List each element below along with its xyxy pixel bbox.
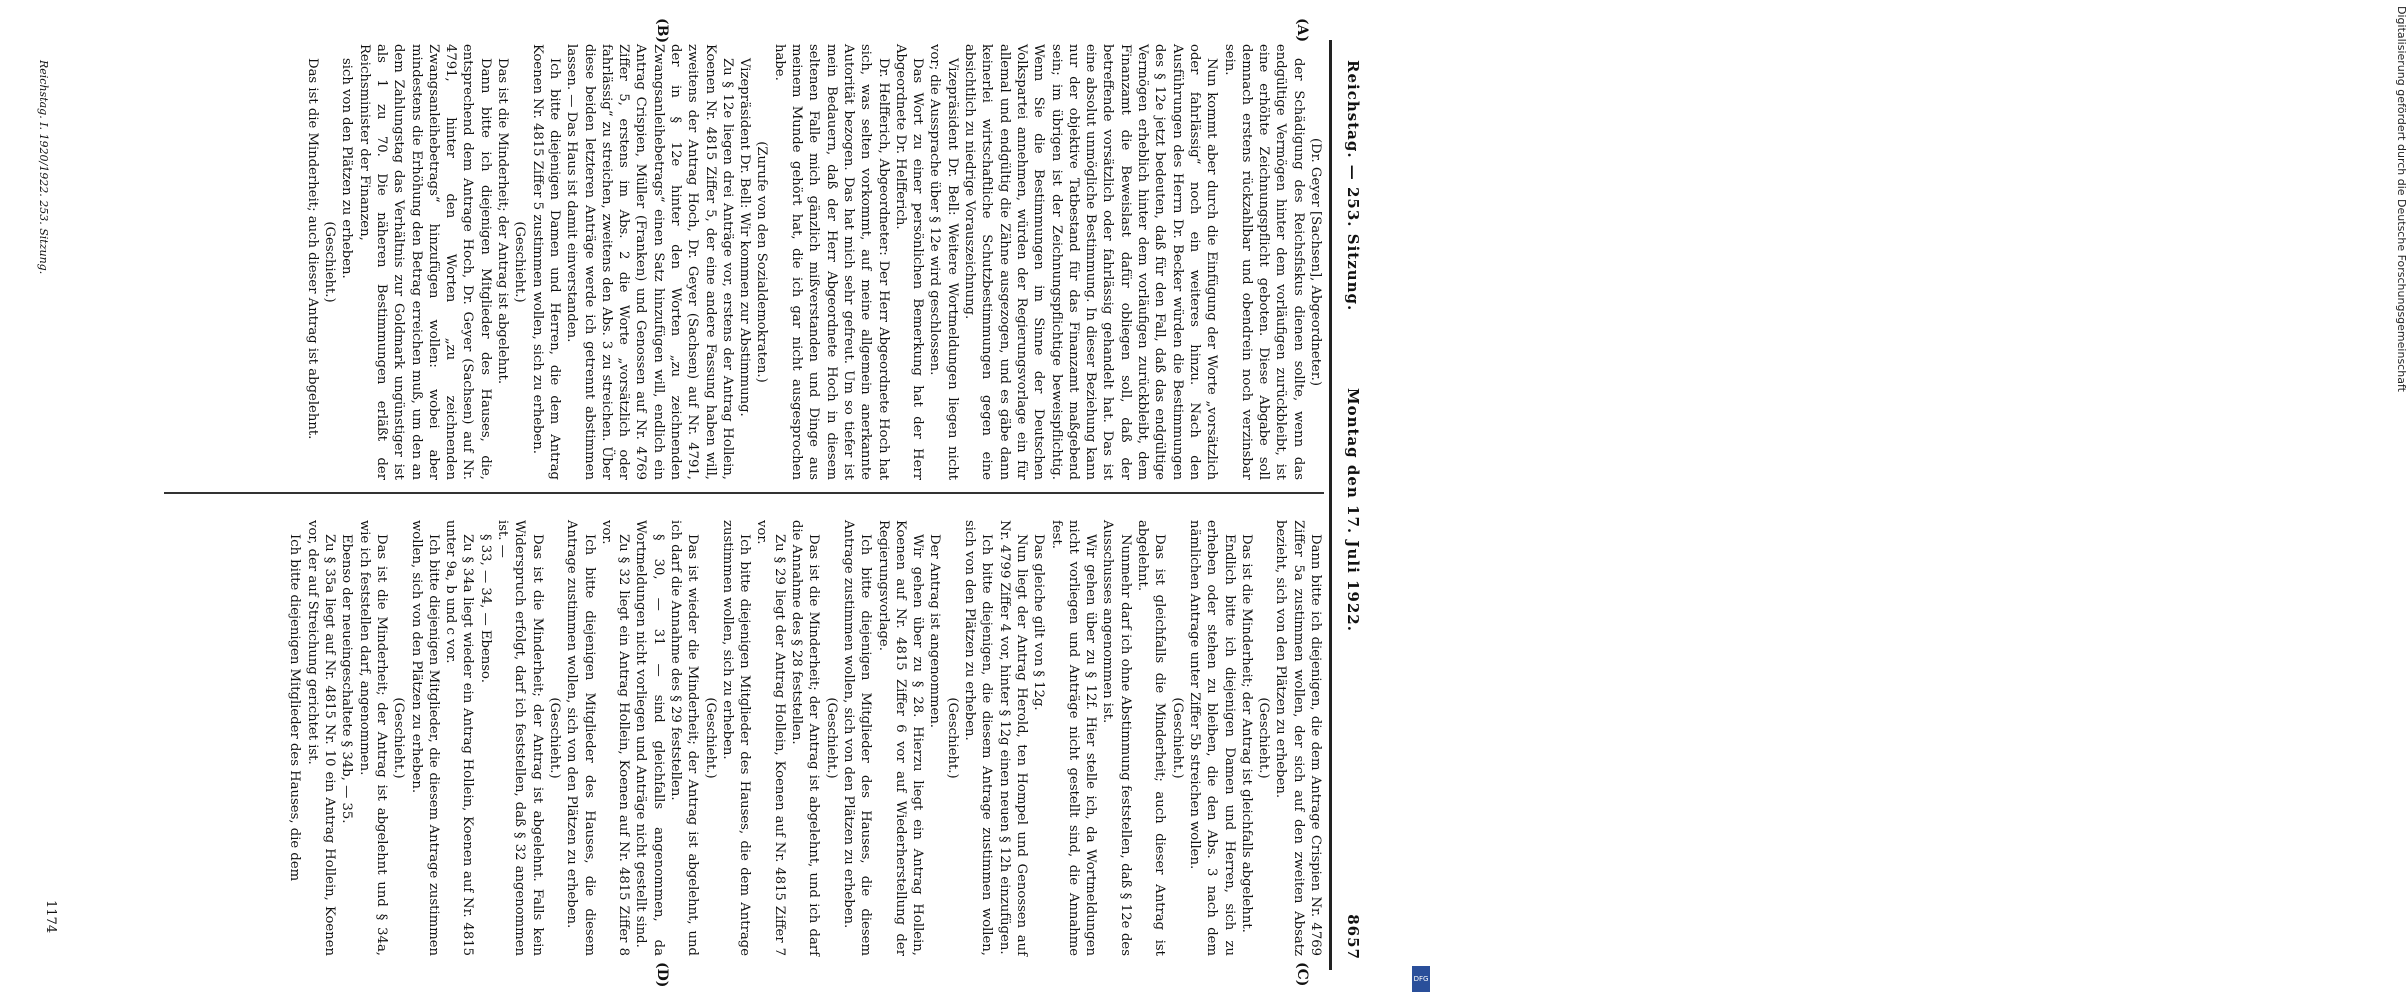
paragraph: Das ist die Minderheit; der Antrag ist abgelehnt, und ich darf die Annahme des § 28 feststellen. (789, 520, 822, 956)
paragraph: Wir gehen über zu § 28. Hierzu liegt ein Antrag Hollein, Koenen auf Nr. 4815 Ziffer 6 vor auf Wiederherstellung der Regierungsvorlage. (875, 520, 926, 956)
paragraph: Ich bitte diejenigen Damen und Herren, die dem Antrag Koenen Nr. 4815 Ziffer 5 zustimmen wollen, sich zu erheben. (529, 44, 562, 480)
paragraph: Das Wort zu einer persönlichen Bemerkung hat der Herr Abgeordnete Dr. Helfferich. (892, 44, 926, 480)
paragraph: Das ist die Minderheit; der Antrag ist abgelehnt und § 34a, wie ich feststellen darf, angenommen. (356, 520, 389, 956)
paragraph: (Geschieht.) (944, 697, 960, 779)
paragraph: Endlich bitte ich diejenigen Damen und Herren, sich zu erheben oder stehen zu bleiben, die den Abs. 3 nach dem nämlichen Antrage unter Ziffer 5b streichen wollen. (1186, 520, 1237, 956)
margin-mark-d: (D) (654, 962, 670, 988)
right-column (286, 520, 1324, 956)
paragraph: Zu § 29 liegt der Antrag Hollein, Koenen auf Nr. 4815 Ziffer 7 vor. (754, 520, 787, 956)
paragraph: Nun liegt der Antrag Herold, ten Hompel und Genossen auf Nr. 4799 Ziffer 4 vor, hinter § 12g einen neuen § 12h einzufügen. (996, 520, 1029, 956)
paragraph: Vizepräsident Dr. Bell: Weitere Wortmeldungen liegen nicht vor; die Aussprache über § 12e wird geschlossen. (927, 44, 960, 480)
paragraph: Zu § 12e liegen drei Anträge vor, erstens der Antrag Hollein, Koenen Nr. 4815 Ziffer 5, der eine andere Fassung haben will, zweitens der Antrag Hoch, Dr. Geyer (Sachsen) auf Nr. 4791, der in § 12e hinter den Worten „zu zeichnenden Zwangsanleihebetrags“ einen Satz hinzufügen will, endlich ein Antrag Crispien, Müller (Franken) und Genossen auf Nr. 4769 Ziffer 5, erstens im Abs. 2 die Worte „vorsätzlich oder fahrlässig“ zu streichen, zweitens den Abs. 3 zu streichen. Über diese beiden letzteren Anträge werde ich getrennt abstimmen lassen. — Das Haus ist damit einverstanden. (564, 44, 735, 480)
paragraph: Dr. Helfferich, Abgeordneter: Der Herr Abgeordnete Hoch hat sich, was selten vorkommt, auf meine allgemein anerkannte Autorität bezogen. Das hat mich sehr gefreut. Um so tiefer ist mein Bedauern, daß der Herr Abgeordnete Hoch in diesem seltenen Falle mich gänzlich mißverstanden und Dinge aus meinem Munde gehört hat, die ich gar nicht ausgesprochen habe. (771, 44, 891, 480)
paragraph: Zu § 34a liegt wieder ein Antrag Hollein, Koenen auf Nr. 4815 unter 9a, b und c vor. (443, 520, 476, 956)
left-column (303, 44, 1324, 480)
header-left: Reichstag. — 253. Sitzung. (1344, 60, 1362, 312)
paragraph: Das ist die Minderheit; der Antrag ist abgelehnt. (495, 58, 511, 385)
paragraph: Nunmehr darf ich ohne Abstimmung feststellen, daß § 12e des Ausschusses angenommen ist. (1100, 520, 1133, 956)
paragraph: Ich bitte diejenigen Mitglieder des Hauses, die diesem Antrage zustimmen wollen, sich von den Plätzen zu erheben. (840, 520, 874, 956)
paragraph: (Geschieht.) (823, 697, 839, 779)
paragraph: Nun kommt aber durch die Einfügung der Worte „vorsätzlich oder fahrlässig“ noch ein weiteres hinzu. Nach den Ausführungen des Herrn Dr. Becker würden die Bestimmungen des § 12e jetzt bedeuten, daß für den Fall, daß das endgültige Vermögen erheblich hinter dem vorläufigen zurückbleibt, dem Finanzamt die Beweislast dafür obliegen soll, daß der betreffende vorsätzlich oder fahrlässig gehandelt hat. Das ist eine absolut unmögliche Bestimmung. In dieser Beziehung kann nur der objektive Tatbestand für das Finanzamt maßgebend sein; im übrigen ist der Zeichnungspflichtige beweispflichtig. Wenn Sie die Bestimmungen im Sinne der Deutschen Volkspartei annehmen, würden der Regierungsvorlage ein für allemal und endgültig die Zähne ausgezogen, und es gäbe dann keinerlei wirtschaftliche Schutzbestimmungen gegen eine absichtlich zu niedrige Vorauszeichnung. (962, 44, 1220, 480)
paragraph: (Geschieht.) (1256, 697, 1272, 779)
paragraph: Dann bitte ich diejenigen Mitglieder des Hauses, die, entsprechend dem Antrage Hoch, Dr. Geyer (Sachsen) auf Nr. 4791, hinter den Worten „zu zeichnenden Zwangsanleihebetrags“ hinzufügen wollen: wobei aber mindestens die Erhöhung den Betrag erreichen muß, um den an dem Zahlungstag das Verhältnis zur Goldmark ungünstiger ist als 1 zu 70. Die näheren Bestimmungen erläßt der Reichsminister der Finanzen, (356, 44, 493, 480)
paragraph: Zu § 35a liegt auf Nr. 4815 Nr. 10 ein Antrag Hollein, Koenen vor, der auf Streichung gerichtet ist. (304, 520, 338, 956)
paragraph: Das ist die Minderheit; auch dieser Antrag ist abgelehnt. (304, 58, 320, 440)
paragraph: Ich bitte diejenigen Mitglieder des Hauses, die dem Antrage zustimmen wollen, sich zu erheben. (719, 520, 753, 956)
paragraph: (Geschieht.) (322, 221, 338, 303)
digitization-credit: Digitalisierung gefördert durch die Deutsche Forschungsgemeinschaft (2395, 6, 2408, 392)
margin-mark-a: (A) (1294, 18, 1310, 43)
margin-mark-c: (C) (1294, 962, 1310, 987)
paragraph: Ich bitte diejenigen Mitglieder des Hauses, die dem (287, 534, 303, 882)
paragraph: der Schädigung des Reichsfiskus dienen sollte, wenn das endgültige Vermögen hinter dem vorläufigen zurückbleibt, ist eine erhöhte Zeichnungspflicht geboten. Diese Abgabe soll demnach erstens rückzahlbar und obendrein noch verzinsbar sein. (1221, 44, 1306, 480)
column-divider (164, 492, 1324, 494)
paragraph: Der Antrag ist angenommen. (927, 534, 943, 729)
paragraph: Das ist wieder die Minderheit; der Antrag ist abgelehnt, und ich darf die Annahme des § 29 feststellen. (668, 520, 701, 956)
paragraph: Zu § 32 liegt ein Antrag Hollein, Koenen auf Nr. 4815 Ziffer 8 vor. (598, 520, 632, 956)
sheet-number: 1174 (43, 900, 58, 934)
paragraph: Ich bitte diejenigen Mitglieder, die diesem Antrage zustimmen wollen, sich von den Plätzen zu erheben. (408, 520, 441, 956)
dfg-logo: DFG (1412, 966, 1430, 992)
paragraph: (Geschieht.) (1169, 697, 1185, 779)
paragraph: Vizepräsident Dr. Bell: Wir kommen zur Abstimmung. (737, 58, 753, 417)
paragraph: Das ist gleichfalls die Minderheit; auch dieser Antrag ist abgelehnt. (1135, 520, 1168, 956)
paragraph: (Geschieht.) (391, 697, 407, 779)
margin-mark-b: (B) (654, 18, 670, 44)
paragraph: (Geschieht.) (546, 697, 562, 779)
paragraph: Wir gehen über zu § 12f. Hier stelle ich, da Wortmeldungen nicht vorliegen und Anträge nicht gestellt sind, die Annahme fest. (1048, 520, 1099, 956)
paragraph: Dann bitte ich diejenigen, die dem Antrage Crispien Nr. 4769 Ziffer 5a zustimmen wollen, der sich auf den zweiten Absatz bezieht, sich von den Plätzen zu erheben. (1273, 520, 1323, 956)
paragraph: § 33, — 34, — Ebenso. (477, 534, 493, 683)
digitization-credit-strip (1408, 0, 2408, 1000)
paragraph: (Dr. Geyer [Sachsen], Abgeordneter.) (1308, 137, 1323, 387)
paragraph: § 30, — 31 — sind gleichfalls angenommen, da Wortmeldungen nicht vorliegen und Anträge nicht gestellt sind. (633, 520, 666, 956)
paragraph: (Zurufe von den Sozialdemokraten.) (754, 141, 770, 383)
paragraph: Das gleiche gilt von § 12g. (1031, 534, 1047, 711)
header-center: Montag den 17. Juli 1922. (1344, 388, 1362, 632)
paragraph: sich von den Plätzen zu erheben. (339, 58, 355, 279)
paragraph: Das ist die Minderheit; der Antrag ist abgelehnt. Falls kein Widerspruch erfolgt, darf ich feststellen, daß § 32 angenommen ist. — (495, 520, 545, 956)
page-header (1336, 60, 1370, 960)
paragraph: Ich bitte diejenigen, die diesem Antrage zustimmen wollen, sich von den Plätzen zu erheben. (962, 520, 995, 956)
page-number: 8657 (1344, 914, 1362, 960)
header-rule (1329, 40, 1332, 970)
paragraph: (Geschieht.) (702, 697, 718, 779)
paragraph: Das ist die Minderheit; der Antrag ist gleichfalls abgelehnt. (1238, 534, 1254, 933)
paragraph: (Geschieht.) (512, 221, 528, 303)
footer-source: Reichstag. I. 1920/1922. 253. Sitzung. (37, 60, 50, 275)
paragraph: Ich bitte diejenigen Mitglieder des Hauses, die diesem Antrage zustimmen wollen, sich von den Plätzen zu erheben. (564, 520, 597, 956)
paragraph: Ebenso der neueingeschaltete § 34b, — 35. (339, 534, 355, 824)
